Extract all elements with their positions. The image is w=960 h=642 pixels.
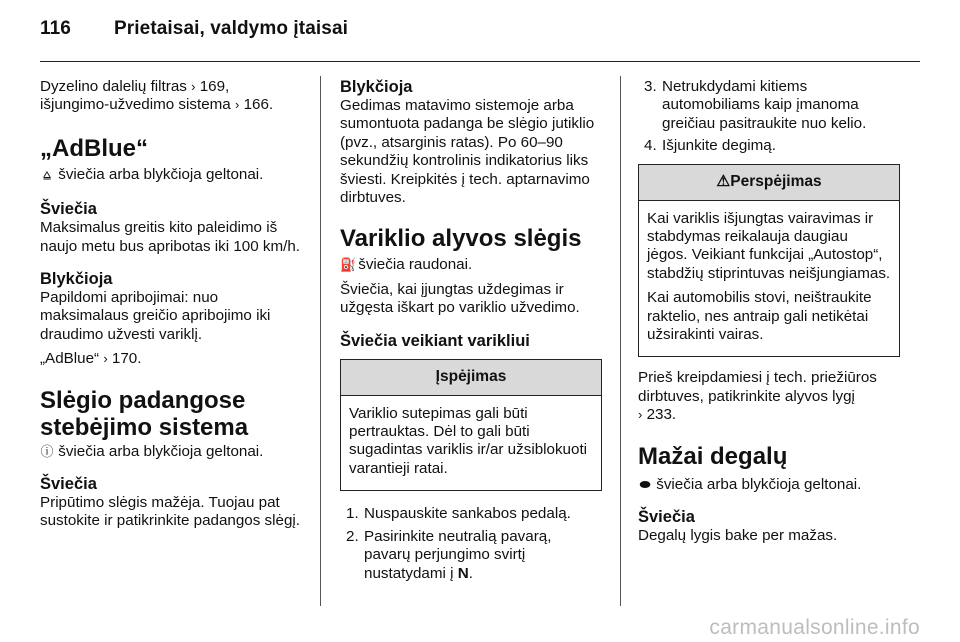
fuel-sviecia-heading: Šviečia — [638, 508, 695, 527]
step-number: 1. — [346, 505, 359, 523]
tpms-sviecia-text: Pripūtimo slėgis mažėja. Tuojau pat sustokite ir patikrinkite padangos slėgį. — [40, 494, 301, 530]
step-number: 2. — [346, 527, 359, 545]
blykcioja-heading: Blykčioja — [40, 270, 113, 289]
step-number: 4. — [644, 137, 657, 155]
page-ref[interactable]: 233. — [646, 406, 677, 424]
sviecia-text: Maksimalus greitis kito paleidimo iš naujo metu bus apribotas iki 100 km/h. — [40, 219, 301, 255]
column-3 — [638, 78, 900, 552]
fuel-status — [638, 476, 900, 494]
oil-heading: Variklio alyvos slėgis — [340, 225, 582, 253]
warning-text-2: Kai automobilis stovi, neištraukite raktelio, nes antraip gali netikėtai užsirakinti vairas. — [647, 289, 872, 344]
page-ref[interactable]: 166. — [243, 96, 274, 114]
page-header — [40, 18, 348, 40]
intro-text-2: išjungimo-užvedimo sistema — [40, 96, 231, 114]
intro-text-1: Dyzelino dalelių filtras — [40, 78, 187, 95]
service-text: Prieš kreipdamiesi į tech. priežiūros dirbtuves, patikrinkite alyvos lygį — [638, 369, 877, 405]
page-number: 116 — [40, 18, 71, 39]
column-2 — [340, 78, 602, 587]
ref-arrow-icon: › — [235, 97, 240, 113]
step-text: Netrukdydami kitiems automobiliams kaip įmanoma greičiau pasitraukite nuo kelio. — [662, 78, 867, 132]
tpms-status — [40, 443, 304, 461]
list-item — [340, 505, 602, 523]
warning-title: Perspėjimas — [730, 172, 822, 190]
notice-text: Variklio sutepimas gali būti pertrauktas. Dėl to gali būti sugadintas variklis ir/ar užsiblokuoti varantieji ratai. — [349, 404, 588, 477]
adblue-ref-line — [40, 350, 304, 368]
fuel-sviecia-text: Degalų lygis bake per mažas. — [638, 527, 838, 545]
warning-text-1: Kai variklis išjungtas vairavimas ir stabdymas reikalauja daugiau jėgos. Veikiant funkcijai „Autostop“, stabdžių stiprintuvas neišjungiamas. — [647, 209, 891, 282]
warning-box — [638, 164, 900, 358]
tpms-sviecia-heading: Šviečia — [40, 475, 97, 494]
service-paragraph — [638, 369, 900, 424]
steps-list-2 — [638, 78, 900, 156]
warning-triangle-icon: ⚠ — [716, 172, 731, 190]
running-heading: Šviečia veikiant varikliui — [340, 331, 530, 350]
step-number: 3. — [644, 78, 657, 95]
step-text: Išjunkite degimą. — [662, 137, 776, 155]
tpms-heading-line1: Slėgio padangose — [40, 386, 246, 414]
adblue-ref-label: „AdBlue“ — [40, 350, 100, 368]
blykcioja-text-2: Gedimas matavimo sistemoje arba sumontuota padanga be slėgio jutiklio (pvz., atsarginis ratas). Po 60–90 sekundžių kontrolinis indikatorius liks šviesti. Kreipkitės į tech. aptarnavimo dirbtuves. — [340, 97, 595, 207]
header-rule — [40, 61, 920, 62]
page-title: Prietaisai, valdymo įtaisai — [114, 18, 348, 39]
oil-status — [340, 256, 602, 274]
fuel-status-text: šviečia arba blykčioja geltonai. — [656, 475, 862, 493]
adblue-heading: „AdBlue“ — [40, 134, 148, 162]
blykcioja-text: Papildomi apribojimai: nuo maksimalaus greičio apribojimo iki draudimo užvesti variklį. — [40, 289, 271, 343]
tpms-heading-line2: stebėjimo sistema — [40, 413, 249, 441]
oil-text: Šviečia, kai įjungtas uždegimas ir užgęsta iškart po variklio užvedimo. — [340, 280, 580, 317]
blykcioja-heading-2: Blykčioja — [340, 78, 413, 96]
fuel-indicator-icon: ⬬ — [639, 476, 651, 492]
notice-title: Įspėjimas — [341, 360, 601, 396]
fuel-heading: Mažai degalų — [638, 442, 788, 470]
column-divider-1 — [320, 76, 321, 606]
adblue-status-text: šviečia arba blykčioja geltonai. — [58, 165, 264, 183]
notice-box — [340, 359, 602, 492]
adblue-icon: ⩠ — [43, 166, 51, 182]
oil-can-icon: ⛽ — [340, 257, 357, 273]
ref-arrow-icon: › — [191, 79, 196, 94]
watermark: carmanualsonline.info — [709, 616, 920, 639]
gear-neutral-label: N — [457, 564, 469, 582]
list-item — [638, 137, 900, 155]
tpms-heading — [40, 387, 304, 441]
oil-status-text: šviečia raudonai. — [358, 256, 473, 274]
step-text: Nuspauskite sankabos pedalą. — [364, 505, 571, 523]
step-text: Pasirinkite neutralią pavarą, pavarų perjungimo svirtį nustatydami į — [364, 527, 552, 582]
sviecia-heading: Šviečia — [40, 200, 97, 219]
warning-header — [639, 165, 899, 201]
tpms-status-text: šviečia arba blykčioja geltonai. — [58, 442, 264, 460]
page-ref[interactable]: 169, — [199, 78, 230, 95]
page-ref[interactable]: 170. — [111, 350, 142, 368]
list-item — [638, 78, 900, 133]
intro-paragraph — [40, 78, 304, 115]
column-1 — [40, 78, 304, 537]
step-text-tail: . — [468, 564, 473, 582]
steps-list-1 — [340, 505, 602, 583]
ref-arrow-icon: › — [638, 407, 643, 423]
adblue-status — [40, 166, 304, 184]
list-item — [340, 528, 602, 583]
ref-arrow-icon: › — [103, 351, 108, 367]
tire-pressure-icon: ⓘ — [40, 443, 54, 459]
column-divider-2 — [620, 76, 621, 606]
